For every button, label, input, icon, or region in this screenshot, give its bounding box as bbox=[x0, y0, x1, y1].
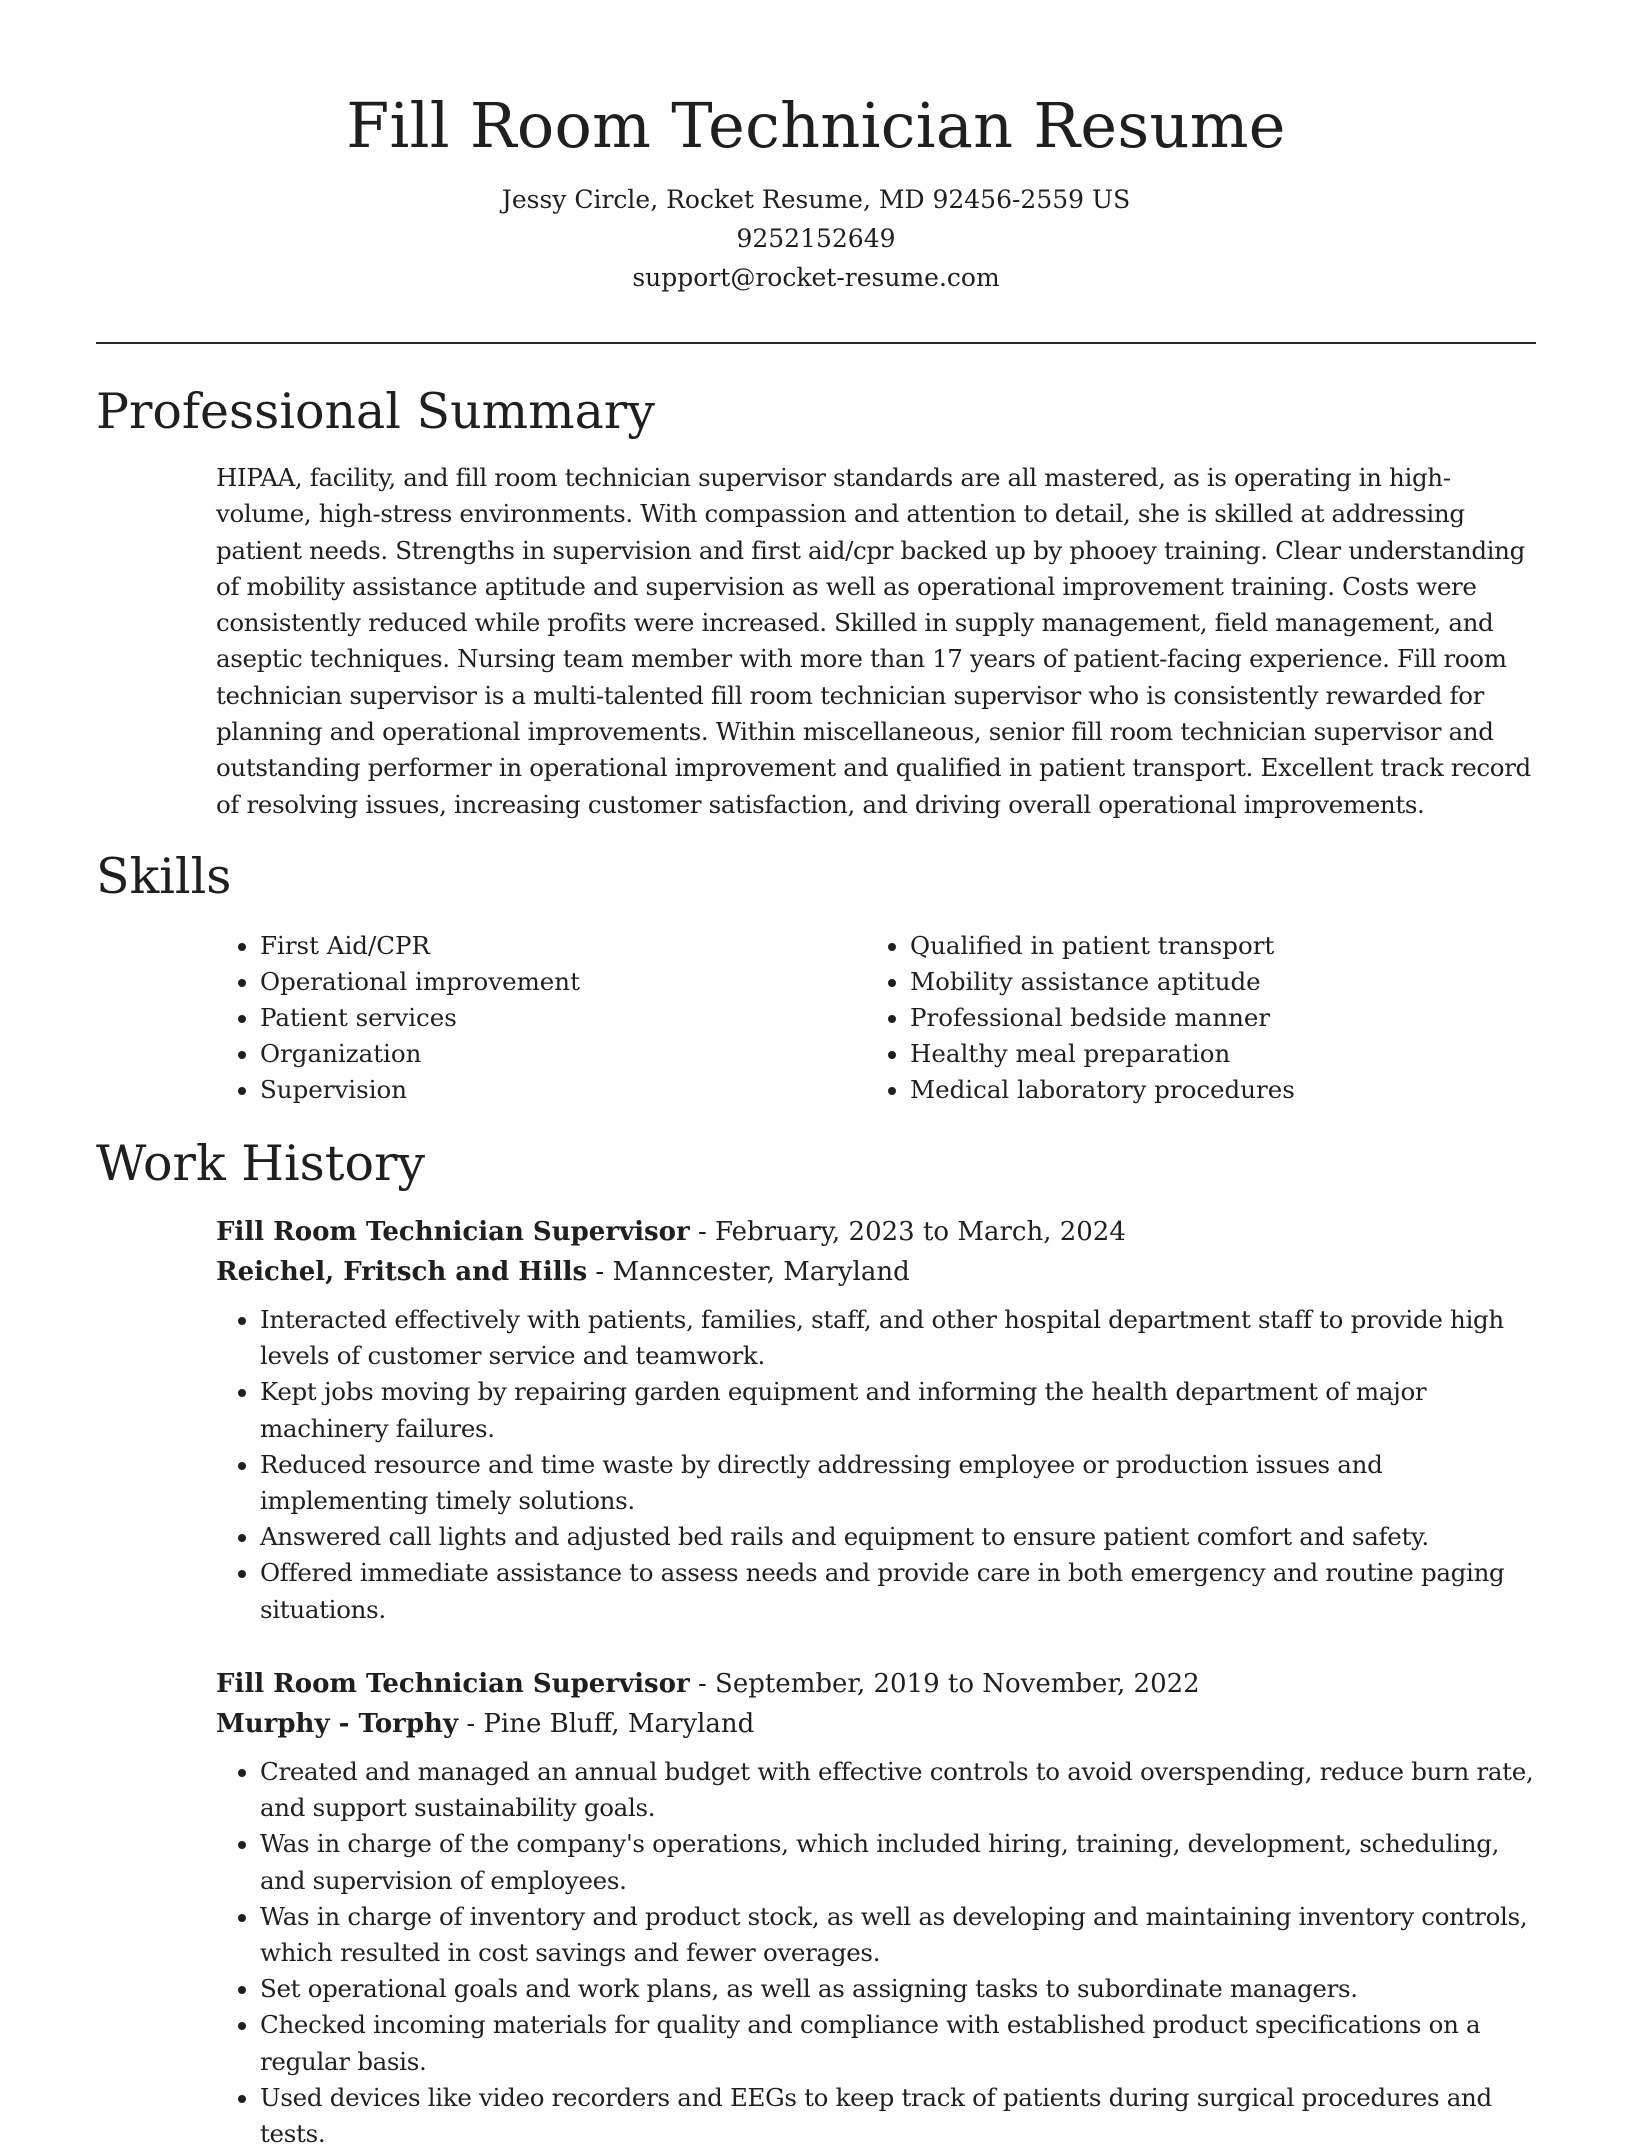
job-location: Pine Bluff, Maryland bbox=[483, 1709, 755, 1739]
skill-item: • Supervision bbox=[260, 1072, 910, 1108]
job-bullet: • Answered call lights and adjusted bed rails and equipment to ensure patient comfort and safety. bbox=[260, 1519, 1536, 1555]
job-bullet: • Kept jobs moving by repairing garden equipment and informing the health department of major machinery failures. bbox=[260, 1374, 1536, 1446]
skill-item: • Qualified in patient transport bbox=[910, 928, 1560, 964]
job-title-line bbox=[216, 1212, 1536, 1252]
job-entry bbox=[216, 1212, 1536, 1628]
contact-address: Jessy Circle, Rocket Resume, MD 92456-2559 US bbox=[501, 185, 1131, 214]
job-bullet: • Was in charge of the company's operations, which included hiring, training, development, scheduling, and supervision of employees. bbox=[260, 1826, 1536, 1898]
job-dates: February, 2023 to March, 2024 bbox=[715, 1217, 1126, 1247]
skill-item: • Professional bedside manner bbox=[910, 1000, 1560, 1036]
separator: - bbox=[595, 1257, 613, 1287]
separator: - bbox=[697, 1669, 716, 1699]
job-company-line bbox=[216, 1252, 1536, 1292]
resume-header bbox=[96, 82, 1536, 297]
job-bullet: • Created and managed an annual budget with effective controls to avoid overspending, reduce burn rate, and support sustainability goals. bbox=[260, 1754, 1536, 1826]
job-bullet: • Was in charge of inventory and product stock, as well as developing and maintaining inventory controls, which resulted in cost savings and fewer overages. bbox=[260, 1899, 1536, 1971]
separator: - bbox=[697, 1217, 716, 1247]
skill-item: • Patient services bbox=[260, 1000, 910, 1036]
job-bullet: • Reduced resource and time waste by directly addressing employee or production issues and implementing timely solutions. bbox=[260, 1447, 1536, 1519]
job-company: Reichel, Fritsch and Hills bbox=[216, 1257, 588, 1287]
resume-title: Fill Room Technician Resume bbox=[346, 89, 1286, 162]
job-bullets bbox=[216, 1302, 1536, 1628]
contact-info bbox=[96, 180, 1536, 297]
separator: - bbox=[466, 1709, 484, 1739]
skills-heading: Skills bbox=[96, 848, 232, 905]
contact-phone: 9252152649 bbox=[736, 224, 896, 253]
job-bullet: • Set operational goals and work plans, as well as assigning tasks to subordinate managers. bbox=[260, 1971, 1536, 2007]
job-company: Murphy - Torphy bbox=[216, 1709, 459, 1739]
skills-list-right bbox=[866, 928, 1560, 1108]
job-bullet: • Used devices like video recorders and EEGs to keep track of patients during surgical procedures and tests. bbox=[260, 2080, 1536, 2152]
job-bullet: • Offered immediate assistance to assess needs and provide care in both emergency and routine paging situations. bbox=[260, 1555, 1536, 1627]
skill-item: • First Aid/CPR bbox=[260, 928, 910, 964]
job-bullet: • Checked incoming materials for quality and compliance with established product specifications on a regular basis. bbox=[260, 2007, 1536, 2079]
skill-item: • Mobility assistance aptitude bbox=[910, 964, 1560, 1000]
contact-email: support@rocket-resume.com bbox=[632, 263, 1000, 292]
skills-list-left bbox=[216, 928, 910, 1108]
job-dates: September, 2019 to November, 2022 bbox=[715, 1669, 1200, 1699]
job-title: Fill Room Technician Supervisor bbox=[216, 1669, 690, 1699]
job-location: Manncester, Maryland bbox=[612, 1257, 910, 1287]
skill-item: • Organization bbox=[260, 1036, 910, 1072]
job-entry bbox=[216, 1664, 1536, 2152]
header-divider bbox=[96, 342, 1536, 344]
skill-item: • Medical laboratory procedures bbox=[910, 1072, 1560, 1108]
job-title-line bbox=[216, 1664, 1536, 1704]
work-history-heading: Work History bbox=[96, 1135, 426, 1192]
skill-item: • Healthy meal preparation bbox=[910, 1036, 1560, 1072]
job-bullet: • Interacted effectively with patients, families, staff, and other hospital department staff to provide high levels of customer service and teamwork. bbox=[260, 1302, 1536, 1374]
summary-text: HIPAA, facility, and fill room technician supervisor standards are all mastered, as is operating in high-volume, high-stress environments. With compassion and attention to detail, she is skilled at addressing patient needs. Strengths in supervision and first aid/cpr backed up by phooey training. Clear understanding of mobility assistance aptitude and supervision as well as operational improvement training. Costs were consistently reduced while profits were increased. Skilled in supply management, field management, and aseptic techniques. Nursing team member with more than 17 years of patient-facing experience. Fill room technician supervisor is a multi-talented fill room technician supervisor who is consistently rewarded for planning and operational improvements. Within miscellaneous, senior fill room technician supervisor and outstanding performer in operational improvement and qualified in patient transport. Excellent track record of resolving issues, increasing customer satisfaction, and driving overall operational improvements. bbox=[216, 463, 1531, 819]
job-title: Fill Room Technician Supervisor bbox=[216, 1217, 690, 1247]
job-bullets bbox=[216, 1754, 1536, 2152]
job-company-line bbox=[216, 1704, 1536, 1744]
skill-item: • Operational improvement bbox=[260, 964, 910, 1000]
summary-heading: Professional Summary bbox=[96, 383, 655, 440]
